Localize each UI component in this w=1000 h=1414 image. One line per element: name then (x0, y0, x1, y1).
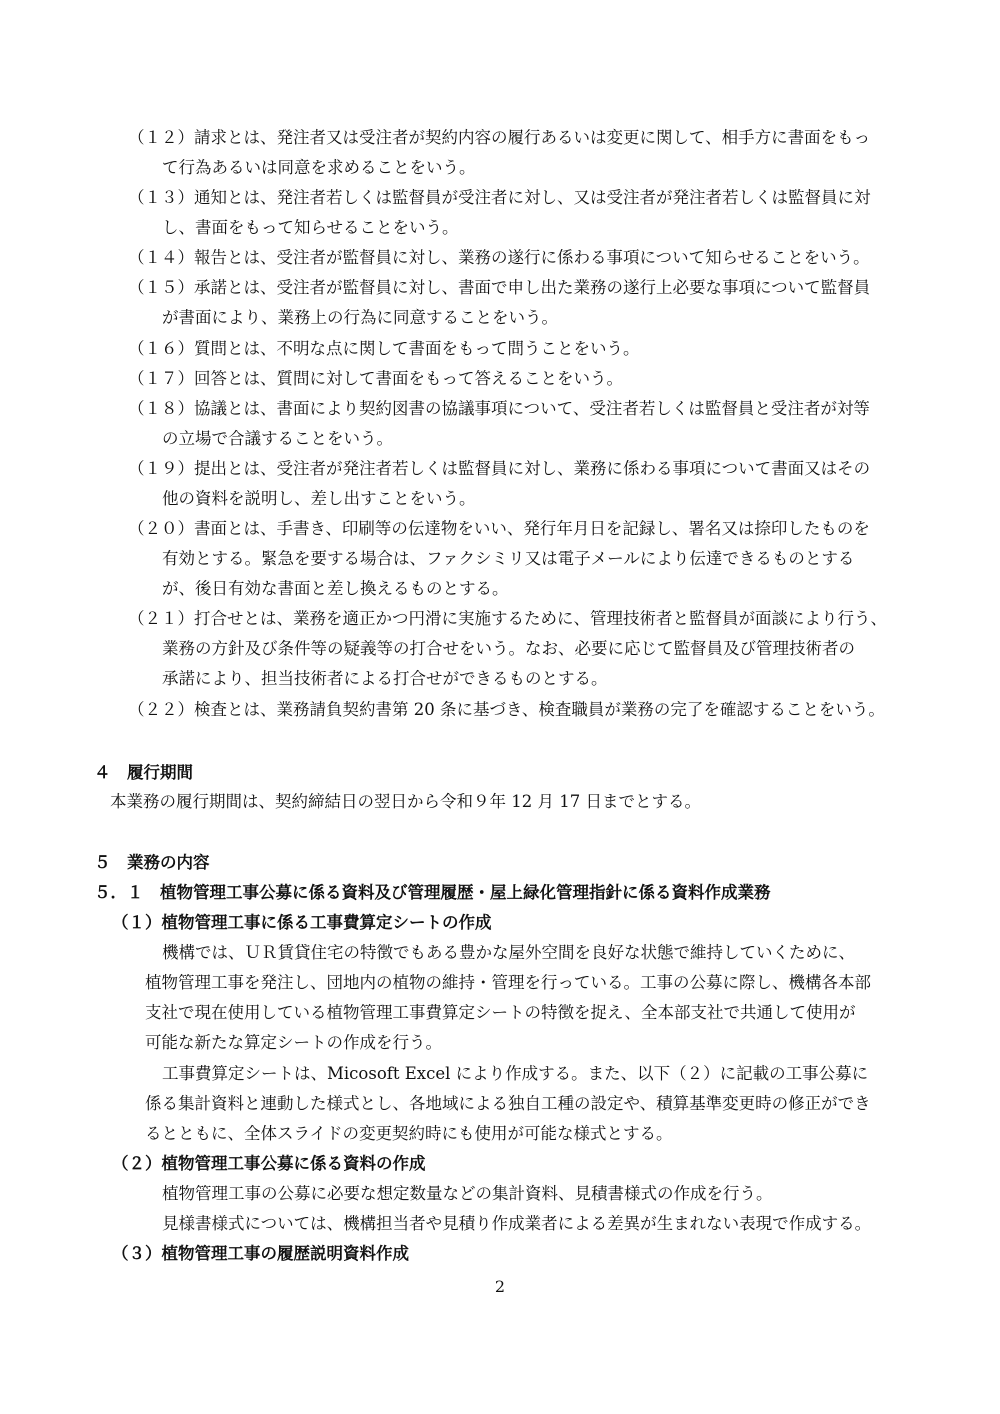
section-4-body: 本業務の履行期間は、契約締結日の翌日から令和９年 12 月 17 日までとする。 (110, 792, 701, 811)
definition-22-line-1: （２２）検査とは、業務請負契約書第 20 条に基づき、検査職員が業務の完了を確認することをいう。 (128, 700, 885, 719)
item-2-heading: （２）植物管理工事公募に係る資料の作成 (112, 1154, 426, 1173)
definition-20-line-2: 有効とする。緊急を要する場合は、ファクシミリ又は電子メールにより伝達できるものとする (162, 549, 855, 568)
definition-12-line-2: て行為あるいは同意を求めることをいう。 (162, 158, 476, 177)
definition-21-line-2: 業務の方針及び条件等の疑義等の打合せをいう。なお、必要に応じて監督員及び管理技術者の (162, 639, 855, 658)
definition-14-line-1: （１４）報告とは、受注者が監督員に対し、業務の遂行に係わる事項について知らせることをいう。 (128, 248, 870, 267)
definition-16-line-1: （１６）質問とは、不明な点に関して書面をもって問うことをいう。 (128, 339, 640, 358)
definition-21-line-1: （２１）打合せとは、業務を適正かつ円滑に実施するために、管理技術者と監督員が面談により行う、 (128, 609, 887, 628)
item-1-heading: （１）植物管理工事に係る工事費算定シートの作成 (112, 913, 492, 932)
item-1-para-2-line-3: るとともに、全体スライドの変更契約時にも使用が可能な様式とする。 (145, 1124, 673, 1143)
definition-19-line-1: （１９）提出とは、受注者が発注者若しくは監督員に対し、業務に係わる事項について書面又はその (128, 459, 871, 478)
item-2-para-1: 植物管理工事の公募に必要な想定数量などの集計資料、見積書様式の作成を行う。 (162, 1184, 773, 1203)
item-3-heading: （３）植物管理工事の履歴説明資料作成 (112, 1244, 409, 1263)
definition-21-line-3: 承諾により、担当技術者による打合せができるものとする。 (162, 669, 608, 688)
item-1-para-1-line-4: 可能な新たな算定シートの作成を行う。 (145, 1033, 442, 1052)
item-2-para-2: 見様書様式については、機構担当者や見積り作成業者による差異が生まれない表現で作成する。 (162, 1214, 872, 1233)
section-5-heading: ５ 業務の内容 (94, 853, 210, 872)
definition-12-line-1: （１２）請求とは、発注者又は受注者が契約内容の履行あるいは変更に関して、相手方に書面をもっ (128, 128, 871, 147)
item-1-para-2-line-1: 工事費算定シートは、Micosoft Excel により作成する。また、以下（２）に記載の工事公募に (162, 1064, 869, 1083)
item-1-para-1-line-2: 植物管理工事を発注し、団地内の植物の維持・管理を行っている。工事の公募に際し、機構各本部 (145, 973, 871, 992)
section-5-1-heading: ５．１ 植物管理工事公募に係る資料及び管理履歴・屋上緑化管理指針に係る資料作成業務 (94, 883, 771, 902)
definition-19-line-2: 他の資料を説明し、差し出すことをいう。 (162, 489, 476, 508)
definition-13-line-1: （１３）通知とは、発注者若しくは監督員が受注者に対し、又は受注者が発注者若しくは監督員に対 (128, 188, 871, 207)
definition-20-line-1: （２０）書面とは、手書き、印刷等の伝達物をいい、発行年月日を記録し、署名又は捺印したものを (128, 519, 870, 538)
item-1-para-1-line-3: 支社で現在使用している植物管理工事費算定シートの特徴を捉え、全本部支社で共通して使用が (145, 1003, 856, 1022)
definition-13-line-2: し、書面をもって知らせることをいう。 (162, 218, 459, 237)
definition-15-line-1: （１５）承諾とは、受注者が監督員に対し、書面で申し出た業務の遂行上必要な事項について監督員 (128, 278, 871, 297)
page-number: 2 (494, 1277, 506, 1296)
item-1-para-2-line-2: 係る集計資料と連動した様式とし、各地域による独自工種の設定や、積算基準変更時の修正ができ (145, 1094, 871, 1113)
definition-20-line-3: が、後日有効な書面と差し換えるものとする。 (162, 579, 509, 598)
definition-15-line-2: が書面により、業務上の行為に同意することをいう。 (162, 308, 558, 327)
definition-18-line-2: の立場で合議することをいう。 (162, 429, 393, 448)
definition-17-line-1: （１７）回答とは、質問に対して書面をもって答えることをいう。 (128, 369, 623, 388)
item-1-para-1-line-1: 機構では、ＵＲ賃貸住宅の特徴でもある豊かな屋外空間を良好な状態で維持していくために、 (162, 943, 855, 962)
definition-18-line-1: （１８）協議とは、書面により契約図書の協議事項について、受注者若しくは監督員と受注者が対等 (128, 399, 870, 418)
section-4-heading: ４ 履行期間 (94, 763, 193, 782)
